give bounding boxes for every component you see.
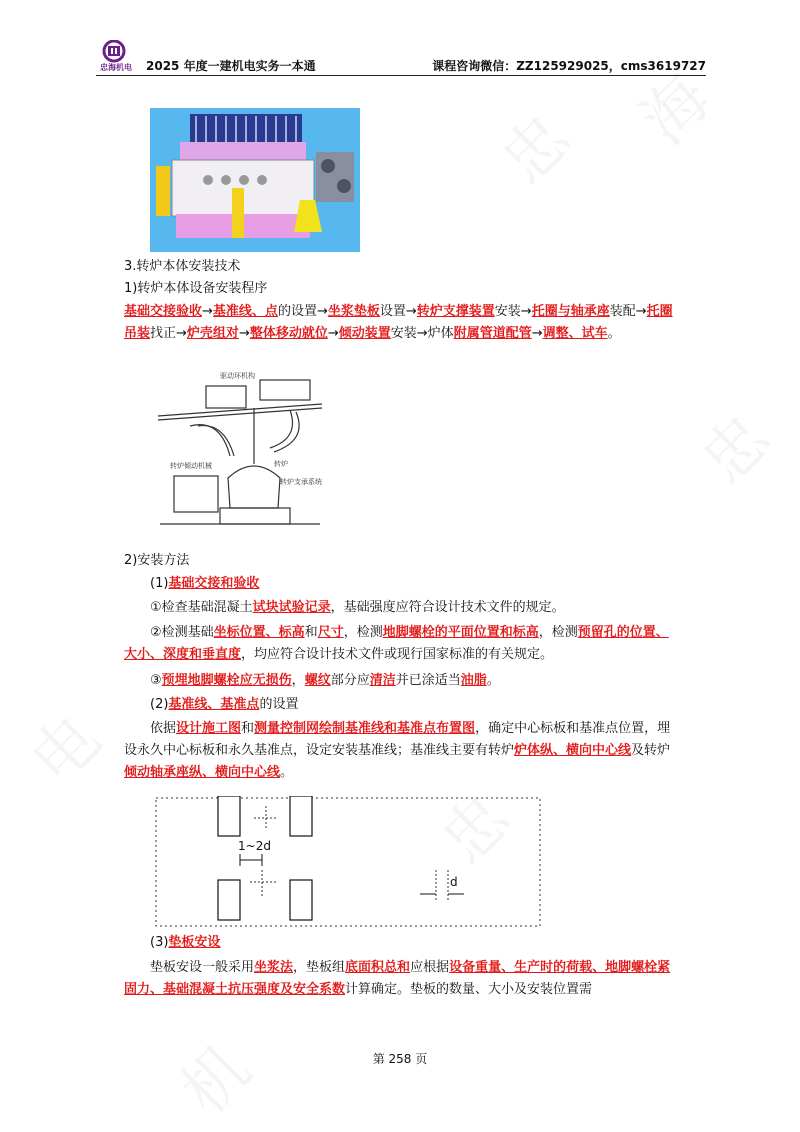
highlighted-keyword: 附属管道配管 — [453, 326, 532, 341]
drawing-label: 转炉 — [274, 460, 288, 468]
text-segment: 找正→ — [150, 326, 187, 341]
text-segment: 装配→ — [609, 304, 647, 319]
highlighted-keyword: 倾动装置 — [338, 326, 391, 341]
text-segment: 安装→ — [494, 304, 532, 319]
watermark: 忠 — [687, 401, 786, 500]
method-1-item-2 — [124, 622, 680, 666]
highlighted-keyword: 托圈与轴承座 — [531, 304, 610, 319]
highlighted-keyword: 底面积总和 — [345, 960, 411, 975]
method-3-title — [124, 932, 680, 954]
page-number: 第 258 页 — [372, 1052, 428, 1066]
highlighted-keyword: 尺寸 — [317, 625, 344, 640]
highlighted-keyword: 整体移动就位 — [249, 326, 328, 341]
text-segment: 和 — [304, 625, 318, 640]
method-2-paragraph — [124, 718, 680, 784]
text-segment: 计算确定。垫板的数量、大小及安装位置需 — [345, 982, 593, 997]
highlighted-keyword: 坐标位置、标高 — [213, 625, 305, 640]
highlighted-keyword: 预留孔的位置、大小、深度和垂直度 — [124, 625, 669, 662]
highlighted-keyword: 基础交接和验收 — [168, 576, 260, 591]
drawing-label: 驱动环机构 — [220, 372, 255, 380]
drawing-label: 转炉支承系统 — [280, 478, 322, 486]
text-segment: 。 — [607, 326, 621, 341]
text-segment: 。 — [486, 673, 500, 688]
procedure-paragraph — [124, 301, 680, 345]
method-1-item-3 — [124, 670, 680, 692]
text-segment: 依据 — [150, 721, 177, 736]
logo-text: 忠海机电 — [100, 63, 132, 72]
spacing-label: 1~2d — [238, 839, 271, 853]
watermark: 忠 — [487, 101, 586, 200]
text-segment: → — [327, 326, 339, 341]
text-segment: ③ — [150, 673, 162, 688]
method-1-title — [124, 573, 680, 595]
highlighted-keyword: 坐浆法 — [254, 960, 294, 975]
highlighted-keyword: 预埋地脚螺栓应无损伤 — [161, 673, 292, 688]
highlighted-keyword: 油脂 — [460, 673, 487, 688]
diameter-label: d — [450, 875, 458, 889]
highlighted-keyword: 托圈吊装 — [124, 304, 673, 341]
text-segment: 的设置→ — [277, 304, 328, 319]
contact-info: 课程咨询微信：ZZ125929025，cms3619727 — [432, 59, 706, 73]
highlighted-keyword: 螺纹 — [304, 673, 331, 688]
highlighted-keyword: 设备重量、生产时的荷载、地脚螺栓紧固力、基础混凝土抗压强度及安全系数 — [124, 960, 671, 997]
drawing-label: 转炉倾动机械 — [170, 462, 212, 470]
text-segment: ， — [291, 673, 305, 688]
watermark: 海 — [627, 61, 726, 160]
section-heading: 3.转炉本体安装技术 — [124, 259, 241, 274]
text-segment: ，基础强度应符合设计技术文件的规定。 — [330, 600, 565, 615]
subsection-heading: 2)安装方法 — [124, 553, 190, 568]
highlighted-keyword: 清洁 — [369, 673, 396, 688]
text-segment: 设置→ — [379, 304, 417, 319]
text-segment: 。 — [280, 765, 294, 780]
document-title: 2025 年度一建机电实务一本通 — [146, 59, 316, 73]
page-header — [96, 40, 706, 76]
highlighted-keyword: 设计施工图 — [176, 721, 242, 736]
text-segment: 并已涂适当 — [395, 673, 461, 688]
highlighted-keyword: 坐浆垫板 — [327, 304, 380, 319]
text-segment: ①检查基础混凝土 — [150, 600, 253, 615]
text-segment: → — [238, 326, 250, 341]
highlighted-keyword: 试块试验记录 — [252, 600, 331, 615]
method-2-title — [124, 694, 680, 716]
highlighted-keyword: 地脚螺栓的平面位置和标高 — [382, 625, 539, 640]
text-segment: ②检测基础 — [150, 625, 214, 640]
watermark: 机 — [167, 1031, 266, 1130]
text-segment: (1) — [150, 576, 169, 591]
highlighted-keyword: 基准线、基准点 — [168, 697, 260, 712]
text-segment: 及转炉 — [631, 743, 671, 758]
highlighted-keyword: 基础交接验收 — [124, 304, 203, 319]
converter-3d-illustration — [150, 108, 360, 252]
text-segment: → — [531, 326, 543, 341]
highlighted-keyword: 测量控制网绘制基准线和基准点布置图 — [254, 721, 476, 736]
watermark: 电 — [17, 701, 116, 800]
text-segment: 安装→炉体 — [390, 326, 454, 341]
method-3-paragraph — [124, 957, 680, 1001]
text-segment: (3) — [150, 935, 169, 950]
highlighted-keyword: 炉壳组对 — [186, 326, 239, 341]
text-segment: ，均应符合设计技术文件或现行国家标准的有关规定。 — [241, 647, 554, 662]
text-segment: 部分应 — [330, 673, 370, 688]
highlighted-keyword: 炉体纵、横向中心线 — [514, 743, 632, 758]
text-segment: ，确定中心标板和基准点位置，埋设永久中心标板和永久基准点，设定安装基准线；基准线主要有转炉 — [124, 721, 671, 758]
text-segment: 应根据 — [410, 960, 450, 975]
text-segment: 和 — [241, 721, 255, 736]
watermark: 忠 — [427, 781, 526, 880]
text-segment: 的设置 — [259, 697, 299, 712]
text-segment: (2) — [150, 697, 169, 712]
highlighted-keyword: 转炉支撑装置 — [416, 304, 495, 319]
method-1-item-1 — [124, 597, 680, 619]
text-segment: ，垫板组 — [293, 960, 346, 975]
subsection-heading: 1)转炉本体设备安装程序 — [124, 281, 268, 296]
highlighted-keyword: 垫板安设 — [168, 935, 221, 950]
highlighted-keyword: 倾动轴承座纵、横向中心线 — [124, 765, 281, 780]
highlighted-keyword: 基准线、点 — [212, 304, 278, 319]
text-segment: 垫板安设一般采用 — [150, 960, 255, 975]
text-segment: ，检测 — [538, 625, 578, 640]
highlighted-keyword: 调整、试车 — [542, 326, 608, 341]
baseline-layout-diagram — [154, 796, 544, 928]
converter-installation-drawing — [150, 368, 330, 536]
text-segment: → — [202, 304, 213, 319]
text-segment: ，检测 — [343, 625, 383, 640]
